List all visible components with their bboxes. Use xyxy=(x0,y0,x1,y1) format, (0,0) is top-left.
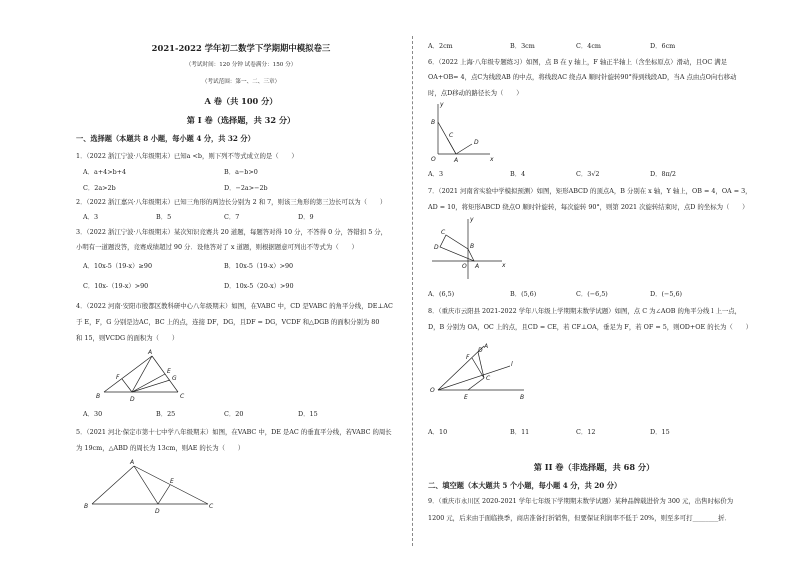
q2-option-d[interactable]: D．9 xyxy=(298,213,314,221)
part2-title: 第 II 卷（非选择题，共 68 分） xyxy=(533,462,655,472)
q7-option-a[interactable]: A．(6,5) xyxy=(428,290,455,298)
q4-option-d[interactable]: D．15 xyxy=(298,410,318,418)
q7-label-o: O xyxy=(462,263,467,270)
q6-text-line2: OA+OB= 4，点C为线段AB 的中点，将线段AC 绕点A 顺时针旋转90°得到线段AD，当A 点由点O向右移动 xyxy=(428,73,737,81)
choice-header: 一、选择题（本题共 8 小题，每小题 4 分，共 32 分） xyxy=(76,134,255,143)
q7-text-line1: 7．（2021 河南省实验中学模拟预测）如图，矩形ABCD 的顶点A，B 分别在 x 轴，Y 轴上，OB = 4，OA = 3， xyxy=(428,187,752,195)
q8-label-f: F xyxy=(466,354,470,361)
q6-label-o: O xyxy=(431,156,436,163)
q9-text-line1: 9．（重庆市永川区 2020-2021 学年七年级下学期期末数学试题）某种品牌载进价为 300 元，出售时标价为 xyxy=(428,497,734,505)
column-divider xyxy=(412,36,413,546)
q4-label-a: A xyxy=(148,349,153,356)
q9-text-line2: 1200 元，后来由于面临换季，商店准备打折销售，但要保证利润率不低于 20%，则至多可打________折． xyxy=(428,514,731,522)
q8-option-b[interactable]: B．11 xyxy=(510,428,530,436)
q5-text-line1: 5．（2021 河北·保定市第十七中学八年级期末）如图，在VABC 中，DE 是AC 的垂直平分线，若VABC 的周长 xyxy=(76,428,392,436)
q5-figure xyxy=(84,458,214,516)
q7-option-c[interactable]: C．(−6,5) xyxy=(576,290,608,298)
q1-option-c[interactable]: C．2a>2b xyxy=(83,184,116,192)
q7-text-line2: AD = 10，将矩形ABCD 绕点O 顺时针旋转，每次旋转 90°，则第 2021 次旋转结束时，点D 的坐标为（ ） xyxy=(428,203,749,211)
q4-label-b: B xyxy=(96,393,101,400)
q7-rectangle xyxy=(440,235,474,261)
q3-text-line2: 小明有一道题没答，竞赛成绩超过 90 分．设他答对了 x 道题，则根据题意可列出不等式为（ ） xyxy=(76,243,358,251)
q8-option-a[interactable]: A．10 xyxy=(428,428,448,436)
q4-figure xyxy=(94,349,204,404)
q2-text: 2．（2022 浙江嘉兴·八年级期末）已知三角形的两边长分别为 2 和 7，则该三角形的第三边长可以为（ ） xyxy=(76,198,387,206)
q3-option-a[interactable]: A．10x-5（19-x）≥90 xyxy=(83,262,153,270)
q6-label-a: A xyxy=(454,157,459,164)
q6-label-b: B xyxy=(431,119,436,126)
q8-option-d[interactable]: D．15 xyxy=(650,428,670,436)
q8-label-a: A xyxy=(484,343,489,350)
q6-label-c: C xyxy=(449,132,454,139)
q6-option-b[interactable]: B．4 xyxy=(510,170,526,178)
q7-figure xyxy=(428,215,508,283)
q5-text-line2: 为 19cm，△ABD 的周长为 13cm，则AE 的长为（ ） xyxy=(76,444,245,452)
q6-label-x: x xyxy=(490,156,494,163)
section-a-title: A 卷（共 100 分） xyxy=(204,96,278,106)
q1-option-a[interactable]: A．a+4>b+4 xyxy=(83,168,127,176)
q8-text-line1: 8．（重庆市云阳县 2021-2022 学年八年级上学期期末数学试题）如图，点 C 为∠AOB 的角平分线 l 上一点， xyxy=(428,307,742,315)
q1-option-b[interactable]: B．a−b>0 xyxy=(224,168,258,176)
q8-text-line2: D，B 分别为 OA，OC 上的点，且CD = CE，若 CF⊥OA，垂足为 F，若 OF = 5，则OD+OE 的长为（ ） xyxy=(428,323,752,331)
q4-label-e: E xyxy=(167,368,171,375)
q5-option-d[interactable]: D．6cm xyxy=(650,42,676,50)
q5-option-c[interactable]: C．4cm xyxy=(576,42,601,50)
q4-text-line2: 于 E，F，G 分别是边AC，BC 上的点，连接 DF，DG，且DF = DG，VCDF 和△DGB 的面积分别为 80 xyxy=(76,318,380,326)
q5-label-a: A xyxy=(130,459,135,466)
q4-label-f: F xyxy=(116,374,120,381)
q6-text-line3: 时，点D移动的路径长为（ ） xyxy=(428,89,523,97)
q7-label-a: A xyxy=(475,263,480,270)
q8-label-l: l xyxy=(511,361,513,368)
q5-option-a[interactable]: A．2cm xyxy=(428,42,453,50)
q6-segment-ca xyxy=(447,138,456,154)
q8-label-c: C xyxy=(486,375,491,382)
q4-option-a[interactable]: A．30 xyxy=(83,410,103,418)
q6-option-c[interactable]: C．3√2 xyxy=(576,170,600,178)
q3-option-b[interactable]: B．10x-5（19-x）>90 xyxy=(224,262,294,270)
q8-label-e: E xyxy=(464,394,468,401)
q5-edge-ad xyxy=(134,466,158,504)
q5-edge-ba xyxy=(92,466,134,504)
exam-title: 2021-2022 学年初二数学下学期期中模拟卷三 xyxy=(151,43,331,53)
q3-option-d[interactable]: D．10x-5（20-x）>90 xyxy=(224,282,294,290)
q4-label-g: G xyxy=(172,375,177,382)
fill-header: 二、填空题（本大题共 5 个小题，每小题 4 分，共 20 分） xyxy=(428,481,622,490)
q4-edge-df xyxy=(122,379,132,392)
q8-segment-dc xyxy=(478,352,484,378)
q5-label-e: E xyxy=(170,478,174,485)
q5-option-b[interactable]: B．3cm xyxy=(510,42,535,50)
q5-edge-de xyxy=(158,485,170,504)
q7-option-d[interactable]: D．(−5,6) xyxy=(650,290,683,298)
q5-edge-ac xyxy=(134,466,208,504)
q6-segment-ad xyxy=(456,144,472,154)
q7-label-x: x xyxy=(502,262,506,269)
q3-text-line1: 3．（2022 浙江宁波·八年级期末）某次知识竞赛共 20 道题，每题答对得 10 分，不答得 0 分，答错扣 5 分， xyxy=(76,228,388,236)
q7-label-y: y xyxy=(470,216,474,223)
q1-option-d[interactable]: D．−2a>−2b xyxy=(224,184,268,192)
q4-option-c[interactable]: C．20 xyxy=(224,410,244,418)
q6-option-a[interactable]: A．3 xyxy=(428,170,444,178)
q4-text-line3: 和 15，则VCDG 的面积为（ ） xyxy=(76,334,179,342)
q4-label-d: D xyxy=(130,396,135,403)
q2-option-a[interactable]: A．3 xyxy=(83,213,99,221)
q7-option-b[interactable]: B．(5,6) xyxy=(510,290,537,298)
q1-text: 1．（2022 浙江宁波·八年级期末）已知a <b，则下列不等式成立的是（ ） xyxy=(76,152,298,160)
exam-info: （考试时间：120 分钟 试卷满分：150 分） xyxy=(185,62,297,68)
q6-text-line1: 6．（2022 上海·八年级专题练习）如图，点 B 在 y 轴上，F 轴正半轴上（含坐标原点）滑动，且OC 满足 xyxy=(428,58,728,66)
q8-label-o: O xyxy=(430,387,435,394)
q6-option-d[interactable]: D．8π/2 xyxy=(650,170,676,178)
q8-figure xyxy=(428,338,528,402)
q6-figure xyxy=(428,100,498,164)
q7-label-d: D xyxy=(434,244,439,251)
q2-option-b[interactable]: B．5 xyxy=(156,213,172,221)
q8-bisector-l xyxy=(438,366,510,390)
q6-label-y: y xyxy=(440,101,444,108)
q4-label-c: C xyxy=(180,393,185,400)
q8-label-d: D xyxy=(478,347,483,354)
q5-label-d: D xyxy=(155,508,160,515)
q5-label-c: C xyxy=(209,503,214,510)
part1-title: 第 I 卷（选择题，共 32 分） xyxy=(186,115,296,125)
q8-segment-fc xyxy=(472,358,484,378)
q6-label-d: D xyxy=(474,139,479,146)
q8-option-c[interactable]: C．12 xyxy=(576,428,596,436)
q4-text-line1: 4．（2022 河南·安阳市殷都区教科研中心八年级期末）如图，在VABC 中，CD 是VABC 的角平分线，DE⊥AC xyxy=(76,302,393,310)
exam-scope: （考试范围：第一、二、三章） xyxy=(201,79,281,85)
q5-label-b: B xyxy=(84,503,89,510)
q7-label-b: B xyxy=(470,243,475,250)
q7-label-c: C xyxy=(441,229,446,236)
q8-segment-ce xyxy=(468,378,484,390)
q4-option-b[interactable]: B．25 xyxy=(156,410,176,418)
q3-option-c[interactable]: C．10x-（19-x）>90 xyxy=(83,282,149,290)
q8-label-b: B xyxy=(520,394,525,401)
q2-option-c[interactable]: C．7 xyxy=(224,213,240,221)
